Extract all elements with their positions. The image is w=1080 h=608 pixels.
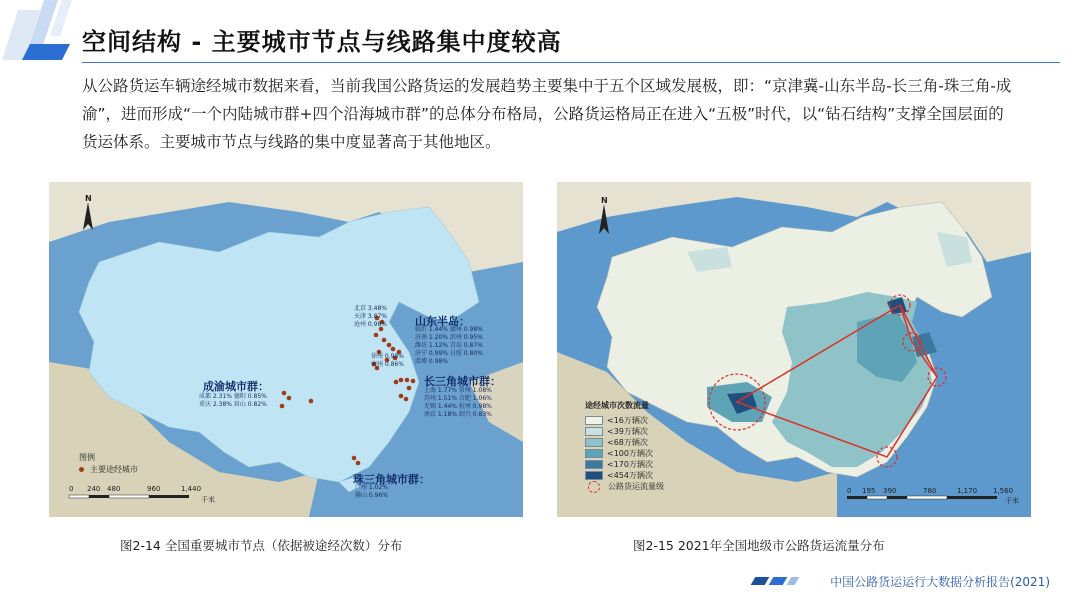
city-stat: 济南 1.20% 滨州 0.95% xyxy=(415,334,483,341)
intro-paragraph: 从公路货运车辆途经城市数据来看，当前我国公路货运的发展趋势主要集中于五个区域发展极，即：“京津冀-山东半岛-长三角-珠三角-成渝”，进而形成“一个内陆城市群+四个沿海城市群”的总体分布格局，公路货运格局正在进入“五极”时代，以“钻石结构”支撑全国层面的货运体系。主要城市节点与线路的集中度显著高于其他地区。 xyxy=(82,77,1012,151)
city-dot xyxy=(391,347,396,352)
legend-label: <68万辆次 xyxy=(607,438,648,447)
city-dot xyxy=(280,404,285,409)
footer-decoration xyxy=(769,577,788,585)
legend-title: 图例 xyxy=(79,453,95,462)
region-label-shandong: 山东半岛： xyxy=(415,315,470,328)
scale-label-2: 390 xyxy=(883,487,897,495)
city-stat: 无锡 1.44% 杭州 0.98% xyxy=(424,403,492,410)
city-stat: 天津 3.87% xyxy=(354,313,387,320)
north-indicator: N xyxy=(601,196,608,205)
color-swatch xyxy=(585,471,603,480)
city-node-map xyxy=(49,182,523,517)
city-stat: 沧州 0.98% xyxy=(354,321,387,328)
city-stat: 济宁 0.99% 日照 0.80% xyxy=(415,350,483,357)
city-stat: 成都 2.31% 德阳 0.85% xyxy=(199,393,267,400)
color-swatch xyxy=(585,460,603,469)
zsj-city-list xyxy=(355,484,388,500)
footer-decoration xyxy=(787,577,800,585)
region-label-zhusanjiao: 珠三角城市群： xyxy=(353,473,430,486)
city-dot xyxy=(399,394,404,399)
dashed-circle-icon xyxy=(588,481,600,493)
city-dot xyxy=(387,343,392,348)
xuzhou-city-list xyxy=(371,353,404,369)
city-stat: 北京 3.48% xyxy=(354,305,387,312)
flow-legend-title: 途经城市次数流量 xyxy=(585,401,649,410)
csj-city-list xyxy=(424,387,492,419)
legend-label: <454万辆次 xyxy=(607,471,653,480)
legend-row xyxy=(585,470,664,481)
city-stat: 淄博 0.98% xyxy=(415,358,448,365)
scale-label-1: 195 xyxy=(862,487,876,495)
scale-label-3: 960 xyxy=(147,485,161,493)
city-stat: 徐州 0.98% xyxy=(371,353,404,360)
freight-flow-map xyxy=(557,182,1031,517)
legend-row xyxy=(585,448,664,459)
legend-row xyxy=(585,415,664,426)
city-stat: 宿州 0.86% xyxy=(371,361,404,368)
city-stat: 重庆 2.38% 眉山 0.82% xyxy=(199,401,267,408)
scale-label-3: 780 xyxy=(923,487,937,495)
page-title: 空间结构 - 主要城市节点与线路集中度较高 xyxy=(82,28,562,56)
chengyu-city-list xyxy=(199,393,267,409)
dot-icon xyxy=(79,467,84,472)
city-dot xyxy=(382,338,387,343)
scale-label-4: 1,170 xyxy=(957,487,978,495)
shandong-city-list xyxy=(415,326,483,366)
legend-row xyxy=(585,459,664,470)
city-dot xyxy=(404,397,409,402)
city-dot xyxy=(374,333,379,338)
city-stat: 上海 1.77% 常州 1.08% xyxy=(424,387,492,394)
city-stat: 南京 1.18% 绍兴 0.83% xyxy=(424,411,492,418)
city-dot xyxy=(399,378,404,383)
city-dot xyxy=(411,379,416,384)
legend-label: <16万辆次 xyxy=(607,416,648,425)
legend-label: <170万辆次 xyxy=(607,460,653,469)
scale-label-4: 1,440 xyxy=(181,485,202,493)
scale-label-0: 0 xyxy=(847,487,852,495)
city-dot xyxy=(394,380,399,385)
color-swatch xyxy=(585,427,603,436)
city-stat: 广州 1.02% xyxy=(355,484,388,491)
color-swatch xyxy=(585,438,603,447)
city-stat: 潍坊 1.12% 青岛 0.87% xyxy=(415,342,483,349)
legend-label: 公路货运流量级 xyxy=(608,482,664,491)
figure-caption-right: 图2-15 2021年全国地级市公路货运流量分布 xyxy=(633,538,885,553)
title-underline xyxy=(82,62,1060,63)
region-label-changsanjiao: 长三角城市群： xyxy=(424,375,501,388)
report-footer: 中国公路货运运行大数据分析报告(2021) xyxy=(830,575,1050,589)
footer-decoration xyxy=(751,577,770,585)
legend-label: <100万辆次 xyxy=(607,449,653,458)
color-swatch xyxy=(585,416,603,425)
legend-row xyxy=(585,481,664,492)
legend-label: <39万辆次 xyxy=(607,427,648,436)
legend-item xyxy=(79,464,138,475)
city-stat: 苏州 1.51% 合肥 1.06% xyxy=(424,395,492,402)
city-dot xyxy=(282,391,287,396)
flow-legend xyxy=(585,400,664,492)
north-indicator: N xyxy=(85,194,92,203)
scale-label-2: 480 xyxy=(107,485,121,493)
city-dot xyxy=(405,378,410,383)
city-stat: 佛山 0.96% xyxy=(355,492,388,499)
scale-label-1: 240 xyxy=(87,485,101,493)
scale-unit: 千米 xyxy=(1005,497,1019,505)
city-dot xyxy=(287,396,292,401)
jjj-city-list xyxy=(354,305,387,329)
city-dot xyxy=(352,456,357,461)
scale-label-5: 1,560 xyxy=(993,487,1014,495)
legend-row xyxy=(585,437,664,448)
legend-row xyxy=(585,426,664,437)
city-dot xyxy=(356,461,361,466)
color-swatch xyxy=(585,449,603,458)
city-stat: 临沂 1.44% 德州 0.98% xyxy=(415,326,483,333)
scale-label-0: 0 xyxy=(69,485,74,493)
city-dot xyxy=(309,399,314,404)
city-dot xyxy=(407,386,412,391)
figure-caption-left: 图2-14 全国重要城市节点（依据被途经次数）分布 xyxy=(120,538,403,553)
region-label-chengyu: 成渝城市群： xyxy=(203,380,269,393)
legend-item-label: 主要途经城市 xyxy=(90,465,138,474)
scale-unit: 千米 xyxy=(201,496,215,504)
